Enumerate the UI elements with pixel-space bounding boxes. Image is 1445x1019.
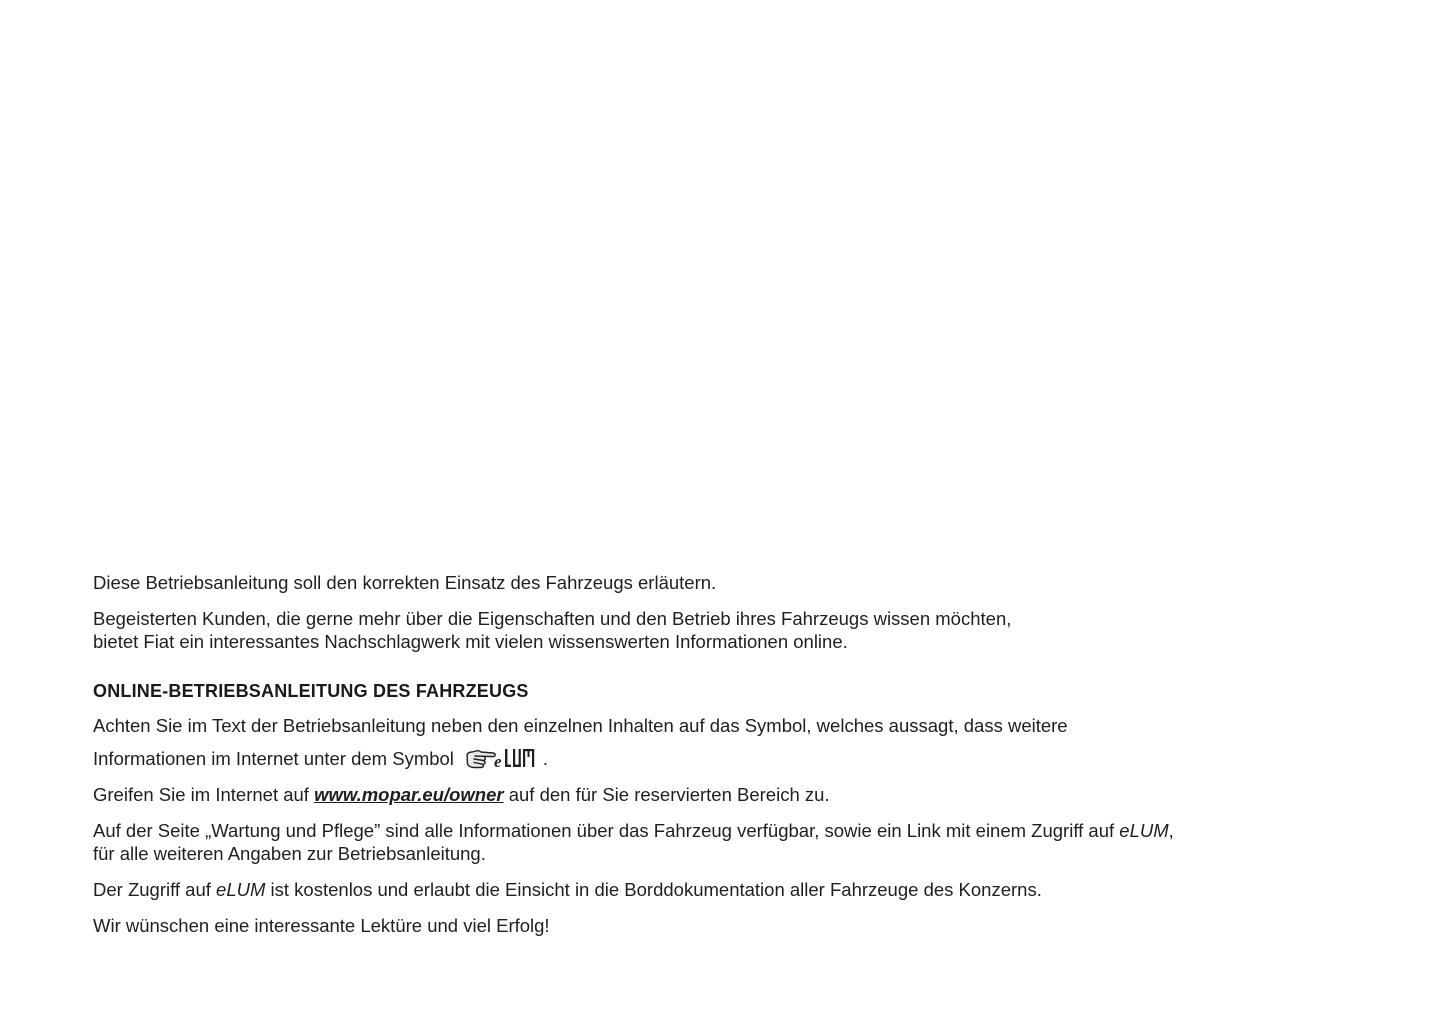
access-paragraph bbox=[93, 878, 1293, 901]
access-text-before: Der Zugriff auf bbox=[93, 879, 211, 900]
symbol-text-line-2: Informationen im Internet unter dem Symbol bbox=[93, 748, 454, 769]
pointing-hand-elum-icon bbox=[466, 745, 536, 771]
mopar-owner-link[interactable]: www.mopar.eu/owner bbox=[314, 784, 504, 805]
elum-name: eLUM bbox=[1119, 820, 1169, 841]
svg-text:e: e bbox=[493, 752, 502, 771]
closing-text: Wir wünschen eine interessante Lektüre und viel Erfolg! bbox=[93, 915, 550, 936]
maintenance-text-line-2: für alle weiteren Angaben zur Betriebsanleitung. bbox=[93, 843, 486, 864]
symbol-paragraph bbox=[93, 714, 1293, 771]
intro-text: Diese Betriebsanleitung soll den korrekten Einsatz des Fahrzeugs erläutern. bbox=[93, 572, 717, 593]
intro-paragraph bbox=[93, 571, 1293, 594]
maintenance-text-comma: , bbox=[1168, 820, 1174, 841]
maintenance-text-before: Auf der Seite „Wartung und Pflege” sind alle Informationen über das Fahrzeug verfügbar, sowie ein Link mit einem Zugriff auf bbox=[93, 820, 1115, 841]
website-text-after: auf den für Sie reservierten Bereich zu. bbox=[508, 784, 830, 805]
customers-paragraph bbox=[93, 607, 1293, 653]
symbol-text-line-1: Achten Sie im Text der Betriebsanleitung neben den einzelnen Inhalten auf das Symbol, welches aussagt, dass weitere bbox=[93, 715, 1068, 736]
customers-text-line-1: Begeisterten Kunden, die gerne mehr über die Eigenschaften und den Betrieb ihres Fahrzeugs wissen möchten, bbox=[93, 608, 1012, 629]
section-heading: ONLINE-BETRIEBSANLEITUNG DES FAHRZEUGS bbox=[93, 681, 529, 701]
symbol-text-period: . bbox=[542, 748, 549, 769]
maintenance-paragraph bbox=[93, 819, 1293, 865]
closing-paragraph bbox=[93, 914, 1293, 937]
manual-intro bbox=[93, 571, 1293, 950]
website-paragraph bbox=[93, 783, 1293, 806]
website-text-before: Greifen Sie im Internet auf bbox=[93, 784, 309, 805]
customers-text-line-2: bietet Fiat ein interessantes Nachschlagwerk mit vielen wissenswerten Informationen online. bbox=[93, 631, 848, 652]
access-text-after: ist kostenlos und erlaubt die Einsicht in die Borddokumentation aller Fahrzeuge des Konzerns. bbox=[270, 879, 1042, 900]
elum-name: eLUM bbox=[216, 879, 266, 900]
